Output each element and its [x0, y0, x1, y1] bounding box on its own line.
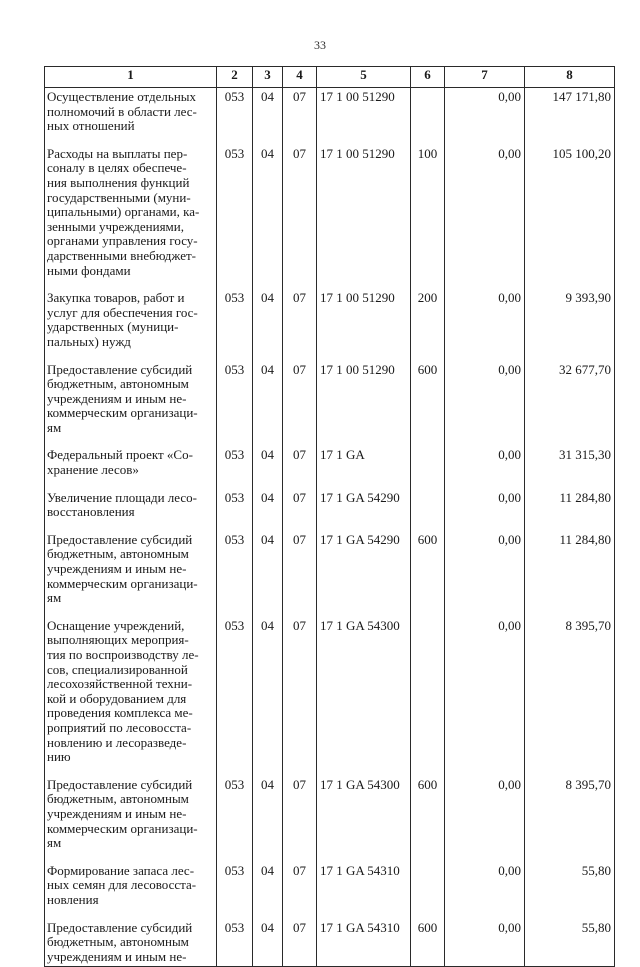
cell-name: Федеральный проект «Со- хранение лесов» [45, 447, 217, 489]
cell-name: Закупка товаров, работ и услуг для обеспечения гос- ударственных (муници- пальных) нужд [45, 290, 217, 361]
cell-ministry-code: 053 [217, 532, 253, 618]
cell-ministry-code: 053 [217, 490, 253, 532]
cell-amount-1: 0,00 [445, 362, 525, 448]
cell-name: Предоставление субсидий бюджетным, автономным учреждениям и иным не- коммерческим организаци- ям [45, 532, 217, 618]
cell-name: Предоставление субсидий бюджетным, автономным учреждениям и иным не- коммерческим организаци- ям [45, 362, 217, 448]
cell-target-code: 17 1 00 51290 [317, 362, 411, 448]
cell-amount-1: 0,00 [445, 532, 525, 618]
cell-amount-2: 147 171,80 [525, 88, 615, 146]
table-header-row [45, 67, 615, 88]
cell-section: 04 [253, 618, 283, 777]
table-row [45, 362, 615, 448]
table-row [45, 920, 615, 967]
cell-amount-1: 0,00 [445, 88, 525, 146]
cell-ministry-code: 053 [217, 618, 253, 777]
cell-expense-type: 600 [411, 532, 445, 618]
cell-expense-type [411, 618, 445, 777]
col-header-name: 1 [45, 67, 217, 88]
cell-amount-1: 0,00 [445, 490, 525, 532]
cell-amount-2: 11 284,80 [525, 490, 615, 532]
page-number: 33 [314, 38, 326, 52]
cell-section: 04 [253, 777, 283, 863]
cell-amount-1: 0,00 [445, 290, 525, 361]
cell-ministry-code: 053 [217, 447, 253, 489]
cell-amount-1: 0,00 [445, 777, 525, 863]
cell-name: Предоставление субсидий бюджетным, автономным учреждениям и иным не- коммерческим организаци- ям [45, 777, 217, 863]
cell-target-code: 17 1 GA 54290 [317, 490, 411, 532]
cell-subsection: 07 [283, 618, 317, 777]
table-row [45, 146, 615, 290]
cell-expense-type [411, 447, 445, 489]
table-row [45, 532, 615, 618]
cell-subsection: 07 [283, 777, 317, 863]
cell-subsection: 07 [283, 447, 317, 489]
table-row [45, 777, 615, 863]
budget-table [44, 66, 615, 967]
cell-amount-1: 0,00 [445, 618, 525, 777]
cell-ministry-code: 053 [217, 863, 253, 920]
cell-amount-2: 55,80 [525, 920, 615, 967]
cell-name: Увеличение площади лесо- восстановления [45, 490, 217, 532]
table-row [45, 88, 615, 146]
cell-name: Расходы на выплаты пер- соналу в целях обеспече- ния выполнения функций государственными (муни- ципальными) органами, ка- зенными учреждениями, органами управления госу- дарственными внебюджет- ными фондами [45, 146, 217, 290]
cell-target-code: 17 1 GA 54300 [317, 618, 411, 777]
cell-target-code: 17 1 GA 54300 [317, 777, 411, 863]
cell-ministry-code: 053 [217, 777, 253, 863]
table-row [45, 490, 615, 532]
cell-target-code: 17 1 GA 54310 [317, 920, 411, 967]
cell-subsection: 07 [283, 532, 317, 618]
cell-section: 04 [253, 863, 283, 920]
cell-section: 04 [253, 290, 283, 361]
table-row [45, 618, 615, 777]
col-header-ministry: 2 [217, 67, 253, 88]
cell-ministry-code: 053 [217, 146, 253, 290]
col-header-subsection: 4 [283, 67, 317, 88]
cell-ministry-code: 053 [217, 88, 253, 146]
cell-section: 04 [253, 532, 283, 618]
cell-amount-1: 0,00 [445, 863, 525, 920]
cell-expense-type [411, 863, 445, 920]
cell-subsection: 07 [283, 146, 317, 290]
cell-target-code: 17 1 GA 54290 [317, 532, 411, 618]
cell-subsection: 07 [283, 88, 317, 146]
cell-target-code: 17 1 GA 54310 [317, 863, 411, 920]
cell-name: Осуществление отдельных полномочий в области лес- ных отношений [45, 88, 217, 146]
cell-target-code: 17 1 00 51290 [317, 146, 411, 290]
cell-expense-type [411, 490, 445, 532]
cell-target-code: 17 1 00 51290 [317, 88, 411, 146]
cell-ministry-code: 053 [217, 290, 253, 361]
cell-subsection: 07 [283, 490, 317, 532]
table-row [45, 863, 615, 920]
cell-expense-type: 200 [411, 290, 445, 361]
cell-amount-2: 11 284,80 [525, 532, 615, 618]
cell-subsection: 07 [283, 863, 317, 920]
cell-subsection: 07 [283, 362, 317, 448]
cell-expense-type: 600 [411, 920, 445, 967]
cell-ministry-code: 053 [217, 362, 253, 448]
cell-amount-2: 32 677,70 [525, 362, 615, 448]
col-header-section: 3 [253, 67, 283, 88]
cell-expense-type: 600 [411, 362, 445, 448]
cell-target-code: 17 1 GA [317, 447, 411, 489]
table-row [45, 290, 615, 361]
col-header-amount-1: 7 [445, 67, 525, 88]
cell-subsection: 07 [283, 920, 317, 967]
cell-section: 04 [253, 920, 283, 967]
cell-expense-type: 100 [411, 146, 445, 290]
cell-amount-2: 8 395,70 [525, 777, 615, 863]
cell-section: 04 [253, 362, 283, 448]
cell-subsection: 07 [283, 290, 317, 361]
col-header-amount-2: 8 [525, 67, 615, 88]
cell-name: Формирование запаса лес- ных семян для лесовосста- новления [45, 863, 217, 920]
cell-amount-2: 31 315,30 [525, 447, 615, 489]
cell-amount-2: 8 395,70 [525, 618, 615, 777]
cell-name: Предоставление субсидий бюджетным, автономным учреждениям и иным не- [45, 920, 217, 967]
cell-amount-1: 0,00 [445, 920, 525, 967]
cell-section: 04 [253, 88, 283, 146]
table-row [45, 447, 615, 489]
cell-amount-2: 9 393,90 [525, 290, 615, 361]
cell-amount-2: 105 100,20 [525, 146, 615, 290]
table-body [45, 88, 615, 967]
cell-amount-1: 0,00 [445, 447, 525, 489]
cell-target-code: 17 1 00 51290 [317, 290, 411, 361]
cell-section: 04 [253, 490, 283, 532]
cell-ministry-code: 053 [217, 920, 253, 967]
col-header-expense-type: 6 [411, 67, 445, 88]
cell-amount-2: 55,80 [525, 863, 615, 920]
col-header-target-code: 5 [317, 67, 411, 88]
cell-section: 04 [253, 447, 283, 489]
cell-expense-type [411, 88, 445, 146]
cell-amount-1: 0,00 [445, 146, 525, 290]
cell-name: Оснащение учреждений, выполняющих мероприя- тия по воспроизводству ле- сов, специализированной лесохозяйственной техни- кой и оборудованием для проведения комплекса ме- роприятий по лесовосста- новлению и лесоразведе- нию [45, 618, 217, 777]
cell-section: 04 [253, 146, 283, 290]
cell-expense-type: 600 [411, 777, 445, 863]
